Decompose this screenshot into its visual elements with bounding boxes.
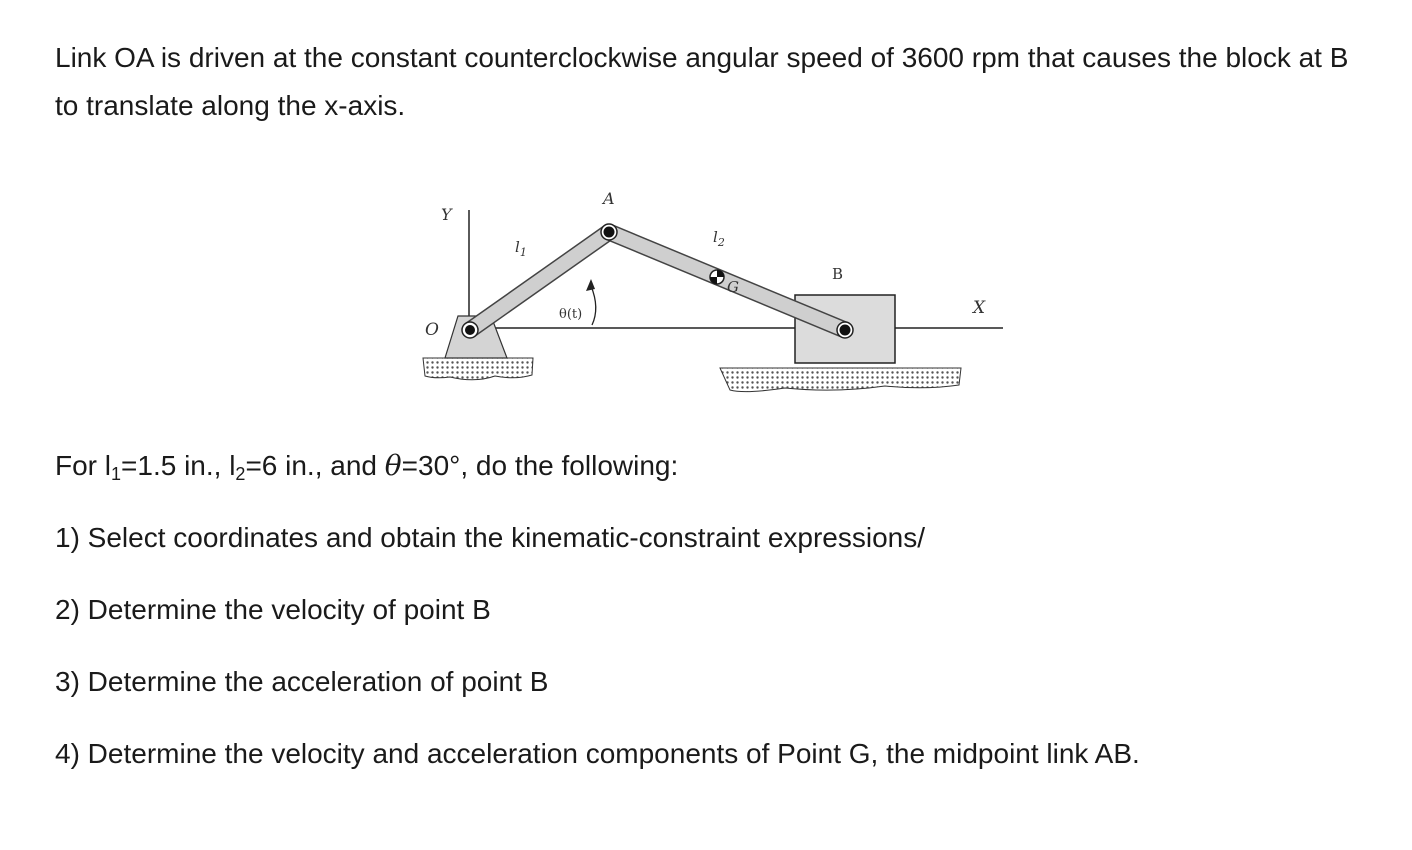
center-of-mass-G-icon bbox=[710, 270, 724, 284]
link-label-l2: $l_2$ bbox=[713, 228, 725, 249]
angle-arc bbox=[591, 286, 596, 325]
origin-label-O: O bbox=[425, 320, 439, 340]
point-label-B: B bbox=[832, 265, 844, 283]
theta-symbol: θ bbox=[384, 449, 402, 482]
task-item: 4) Determine the velocity and acceleration components of Point G, the midpoint link AB. bbox=[55, 738, 1140, 769]
angle-label-theta: θ(t) bbox=[559, 307, 583, 322]
x-axis-label: X bbox=[973, 298, 986, 318]
task-item: 3) Determine the acceleration of point B bbox=[55, 666, 549, 697]
task-item: 1) Select coordinates and obtain the kinematic-constraint expressions/ bbox=[55, 522, 926, 553]
left-ground bbox=[423, 358, 533, 380]
point-label-G: G bbox=[727, 278, 739, 296]
joint-A bbox=[601, 224, 617, 240]
mechanism-diagram bbox=[405, 180, 1015, 400]
right-ground bbox=[720, 368, 961, 392]
given-values: For $l_1=1.5$ in., $l_2=6$ in., and θ=30°, do the following: bbox=[55, 449, 679, 484]
link-OA bbox=[470, 232, 609, 330]
problem-intro: Link OA is driven at the constant counterclockwise angular speed of 3600 rpm that causes the block at B to translate along the x-axis. bbox=[55, 42, 1349, 121]
task-item: 2) Determine the velocity of point B bbox=[55, 594, 491, 625]
point-label-A: A bbox=[603, 189, 615, 208]
task-list bbox=[55, 518, 1140, 806]
joint-O bbox=[462, 322, 478, 338]
joint-B bbox=[837, 322, 853, 338]
y-axis-label: Y bbox=[441, 205, 452, 224]
angle-arrowhead-icon bbox=[586, 279, 595, 291]
link-label-l1: $l_1$ bbox=[515, 238, 527, 259]
